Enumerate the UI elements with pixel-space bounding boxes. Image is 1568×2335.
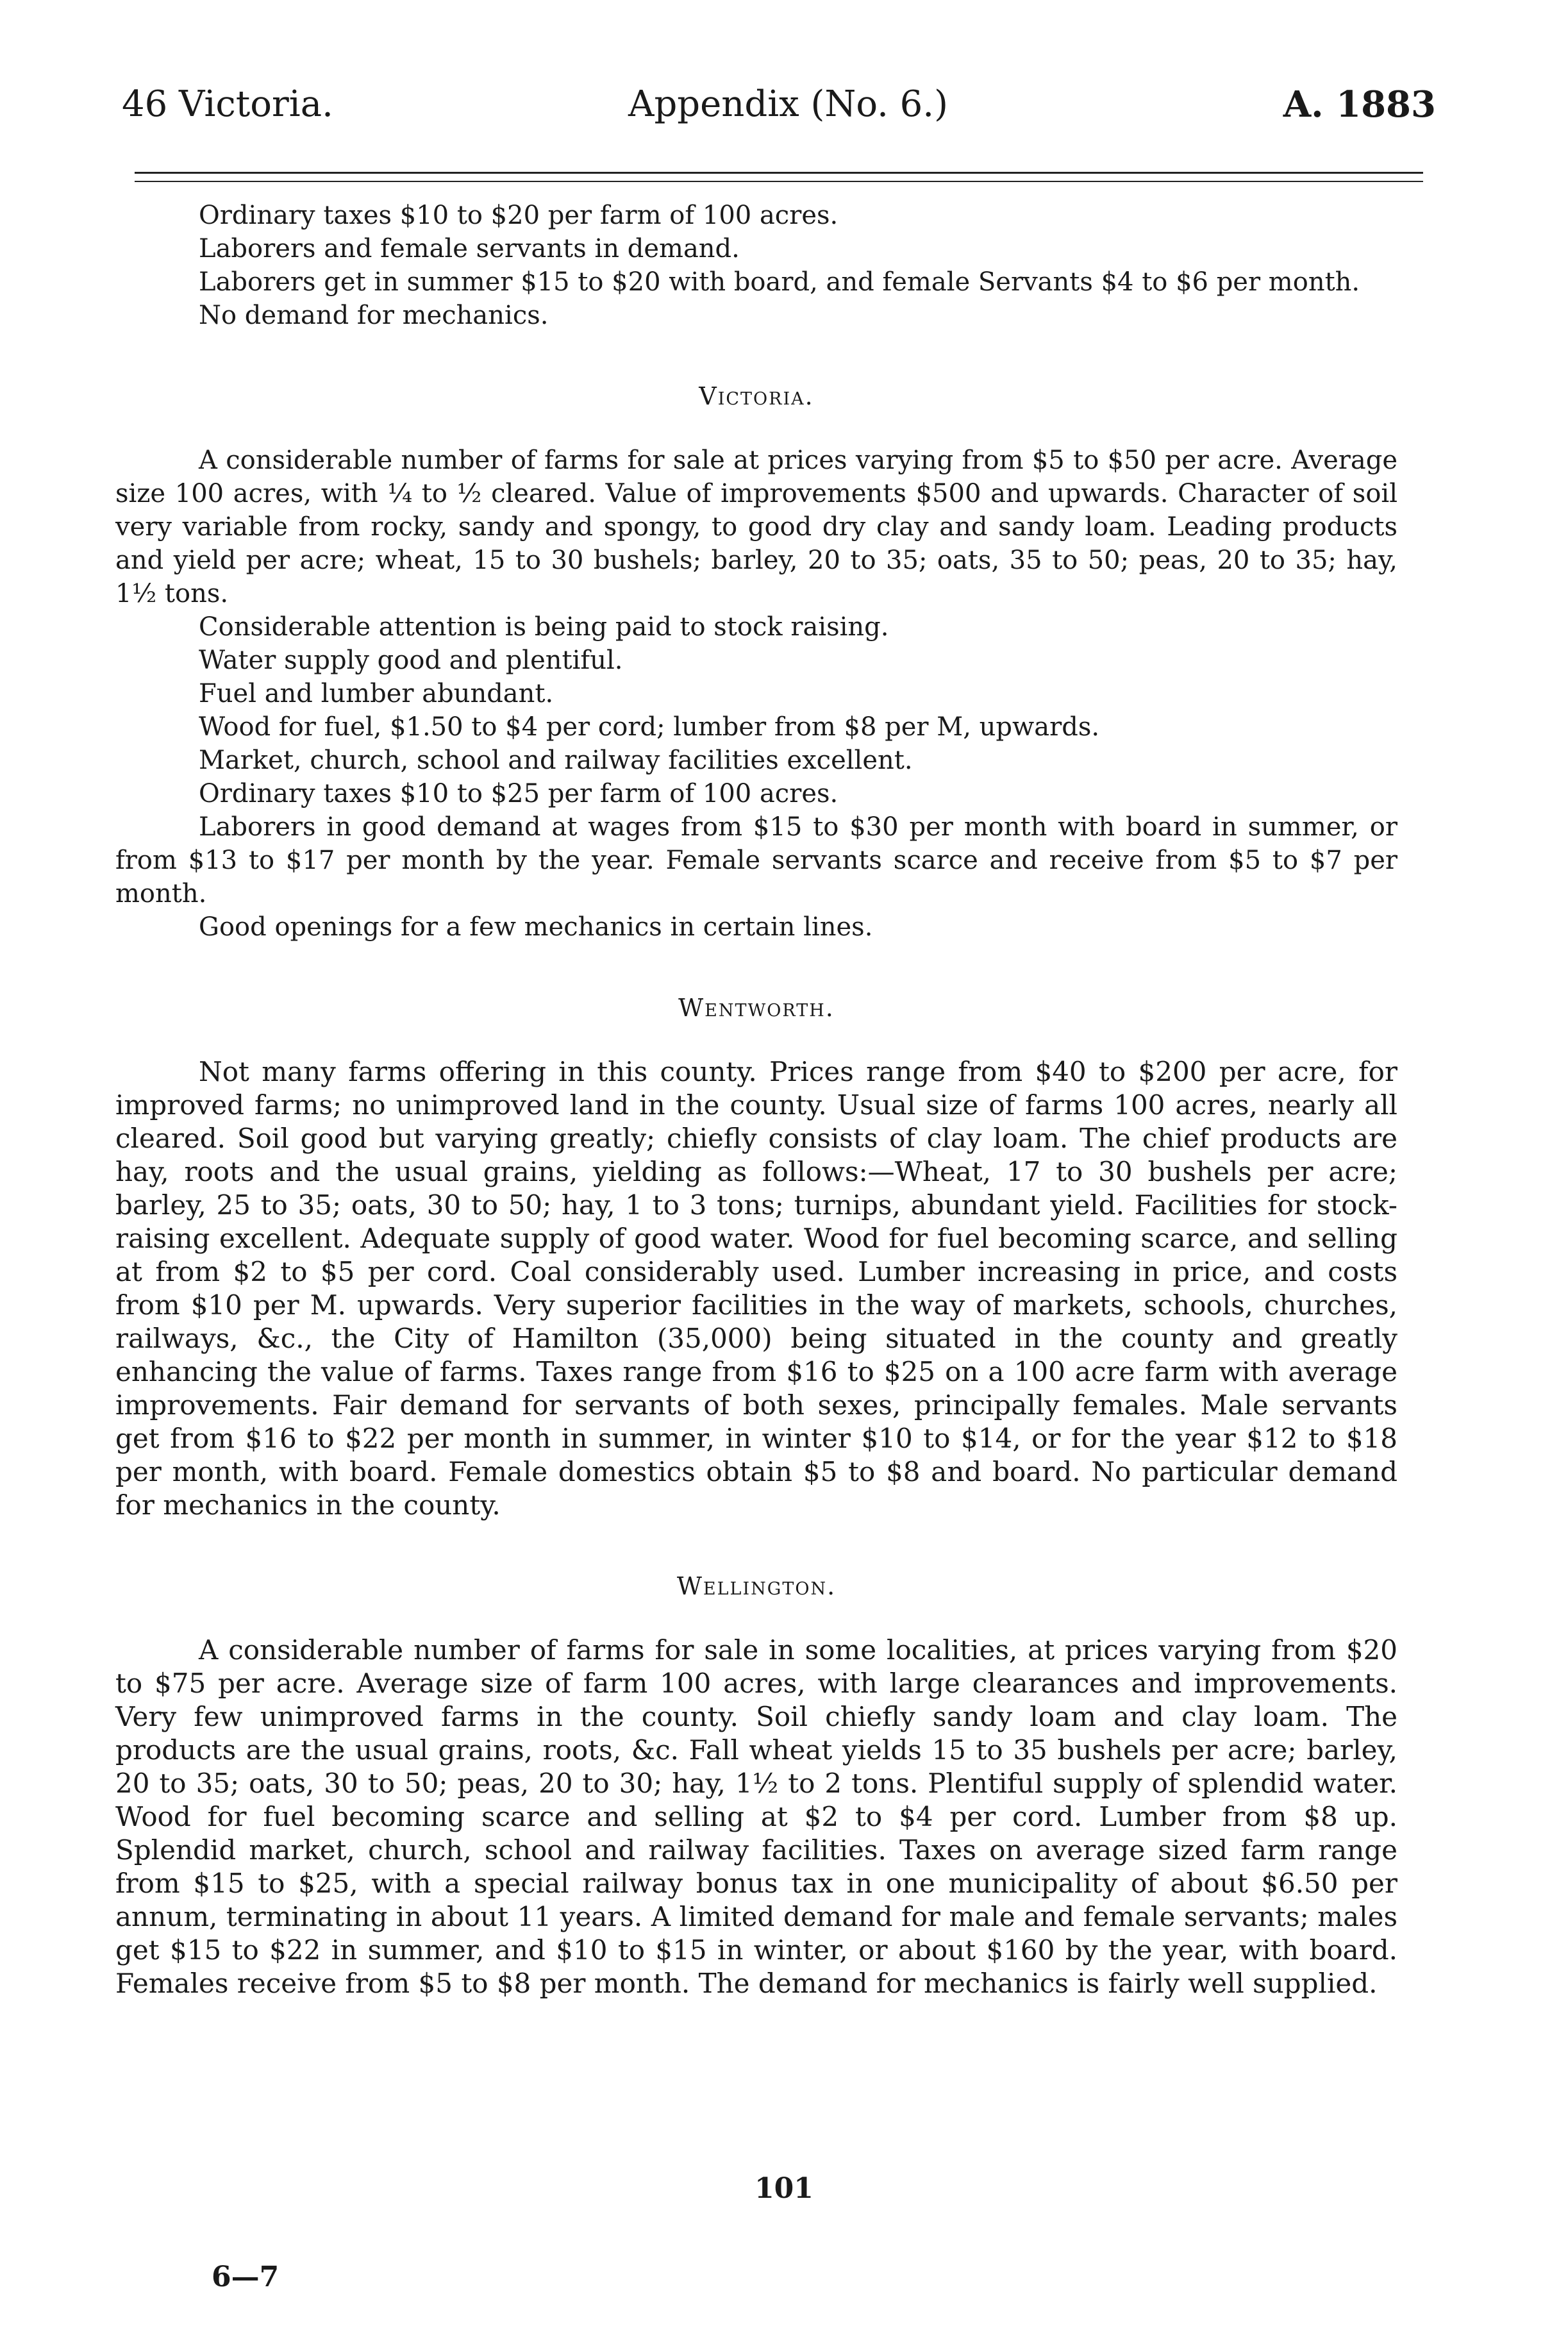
victoria-paragraph: Wood for fuel, $1.50 to $4 per cord; lumber from $8 per M, upwards. bbox=[199, 712, 1100, 742]
appendix-label: Appendix (No. 6.) bbox=[628, 83, 948, 125]
year-label: A. 1883 bbox=[1283, 83, 1436, 126]
page-number: 101 bbox=[755, 2172, 813, 2205]
intro-section bbox=[115, 199, 1397, 332]
victoria-heading: Victoria. bbox=[699, 382, 814, 410]
intro-paragraph: No demand for mechanics. bbox=[199, 301, 549, 330]
victoria-section bbox=[115, 382, 1397, 944]
wellington-section bbox=[115, 1572, 1397, 2000]
intro-paragraph: Laborers get in summer $15 to $20 with board, and female Servants $4 to $6 per month. bbox=[199, 267, 1360, 297]
victoria-paragraph: A considerable number of farms for sale at prices varying from $5 to $50 per acre. Average size 100 acres, with ¼ to ½ cleared. Value of improvements $500 and upwards. Character of soil very variable from rocky, sandy and spongy, to good dry clay and sandy loam. Leading products and yield per acre; wheat, 15 to 30 bushels; barley, 20 to 35; oats, 35 to 50; peas, 20 to 35; hay, 1½ tons. bbox=[115, 446, 1397, 608]
signature-mark: 6—7 bbox=[212, 2261, 279, 2293]
wellington-paragraph: A considerable number of farms for sale in some localities, at prices varying from $20 to $75 per acre. Average size of farm 100 acres, with large clearances and improvements. Very few unimproved farms in the county. Soil chiefly sandy loam and clay loam. The products are the usual grains, roots, &c. Fall wheat yields 15 to 35 bushels per acre; barley, 20 to 35; oats, 30 to 50; peas, 20 to 30; hay, 1½ to 2 tons. Plentiful supply of splendid water. Wood for fuel becoming scarce and selling at $2 to $4 per cord. Lumber from $8 up. Splendid market, church, school and railway facilities. Taxes on average sized farm range from $15 to $25, with a special railway bonus tax in one municipality of about $6.50 per annum, terminating in about 11 years. A limited demand for male and female servants; males get $15 to $22 in summer, and $10 to $15 in winter, or about $160 by the year, with board. Females receive from $5 to $8 per month. The demand for mechanics is fairly well supplied. bbox=[115, 1634, 1397, 1999]
victoria-paragraph: Market, church, school and railway facilities excellent. bbox=[199, 746, 913, 775]
intro-paragraph: Ordinary taxes $10 to $20 per farm of 100 acres. bbox=[199, 201, 838, 230]
page-header bbox=[122, 83, 1436, 141]
wentworth-paragraph: Not many farms offering in this county. Prices range from $40 to $200 per acre, for improved farms; no unimproved land in the county. Usual size of farms 100 acres, nearly all cleared. Soil good but varying greatly; chiefly consists of clay loam. The chief products are hay, roots and the usual grains, yielding as follows:—Wheat, 17 to 30 bushels per acre; barley, 25 to 35; oats, 30 to 50; hay, 1 to 3 tons; turnips, abundant yield. Facilities for stock-raising excellent. Adequate supply of good water. Wood for fuel becoming scarce, and selling at from $2 to $5 per cord. Coal considerably used. Lumber increasing in price, and costs from $10 per M. upwards. Very superior facilities in the way of markets, schools, churches, railways, &c., the City of Hamilton (35,000) being situated in the county and greatly enhancing the value of farms. Taxes range from $16 to $25 on a 100 acre farm with average improvements. Fair demand for servants of both sexes, principally females. Male servants get from $16 to $22 per month in summer, in winter $10 to $14, or for the year $12 to $18 per month, with board. Female domestics obtain $5 to $8 and board. No particular demand for mechanics in the county. bbox=[115, 1056, 1397, 1521]
header-rule-secondary bbox=[135, 181, 1423, 182]
wentworth-section bbox=[115, 994, 1397, 1522]
header-rule bbox=[135, 172, 1423, 174]
victoria-paragraph: Considerable attention is being paid to stock raising. bbox=[199, 612, 889, 642]
intro-paragraph: Laborers and female servants in demand. bbox=[199, 234, 740, 264]
victoria-paragraph: Fuel and lumber abundant. bbox=[199, 679, 554, 708]
victoria-paragraph: Ordinary taxes $10 to $25 per farm of 100 acres. bbox=[199, 779, 838, 808]
victoria-paragraph: Good openings for a few mechanics in certain lines. bbox=[199, 912, 873, 942]
page-body bbox=[115, 199, 1397, 2000]
wellington-heading: Wellington. bbox=[676, 1572, 837, 1600]
wentworth-heading: Wentworth. bbox=[678, 994, 835, 1022]
victoria-paragraph: Laborers in good demand at wages from $15 to $30 per month with board in summer, or from $13 to $17 per month by the year. Female servants scarce and receive from $5 to $7 per month. bbox=[115, 812, 1397, 908]
session-label: 46 Victoria. bbox=[122, 83, 333, 125]
victoria-paragraph: Water supply good and plentiful. bbox=[199, 646, 623, 675]
